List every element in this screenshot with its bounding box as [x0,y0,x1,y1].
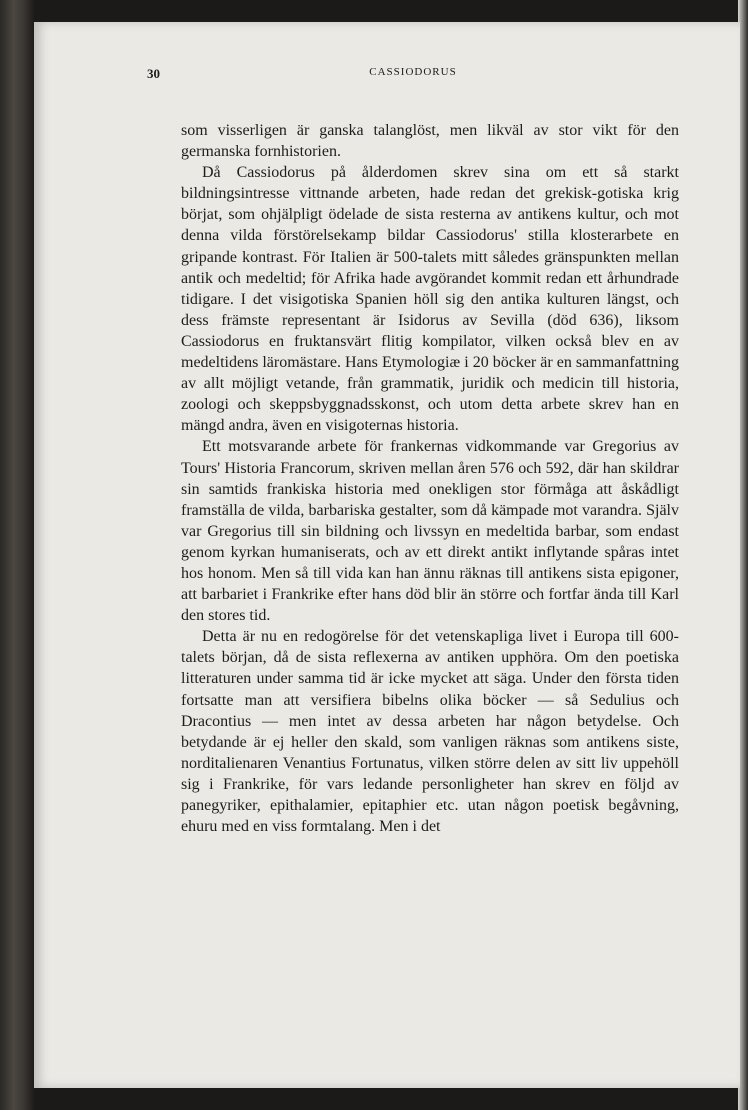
paragraph: som visserligen är ganska talanglöst, men likväl av stor vikt för den germanska fornhistorien. [181,122,679,161]
book-spine [0,0,34,1110]
body-text [181,120,679,837]
paragraph: Då Cassiodorus på ålderdomen skrev sina om ett så starkt bildningsintresse vittnande arbeten, hade redan det grekisk-gotiska krig börjat, som ohjälpligt ödelade de sista resterna av antikens kultur, och mot denna vilda förstörelsekamp bildar Cassiodorus' stilla klosterarbete en gripande kontrast. För Italien är 500-talets mitt således gränspunkten mellan antik och medeltid; för Afrika hade avgörandet kommit redan ett århundrade tidigare. I det visigotiska Spanien höll sig den antika kulturen längst, och dess främste representant är Isidorus av Sevilla (död 636), liksom Cassiodorus en fruktansvärt flitig kompilator, vilken också blev en av medeltidens läromästare. Hans Etymologiæ i 20 böcker är en sammanfattning av allt möjligt vetande, från grammatik, juridik och medicin till historia, zoologi och skeppsbyggnadsskonst, och utom detta arbete skrev han en mängd andra, även en visigoternas historia. [181,164,679,435]
paragraph: Ett motsvarande arbete för frankernas vidkommande var Gregorius av Tours' Historia Francorum, skriven mellan åren 576 och 592, där han skildrar sin samtids frankiska historia med onekligen stor förmåga att åskådligt framställa de vilda, barbariska gestalter, som då kämpade mot varandra. Själv var Gregorius till sin bildning och livssyn en medeltida barbar, som endast genom kyrkan humaniserats, och av ett direkt antikt inflytande spåras intet hos honom. Men så till vida kan han ännu räknas till antikens sista epigoner, att barbariet i Frankrike efter hans död blir än större och fortfar ända till Karl den stores tid. [181,438,679,625]
page-number: 30 [147,66,160,81]
running-title: CASSIODORUS [369,66,457,78]
paragraph: Detta är nu en redogörelse för det vetenskapliga livet i Europa till 600-talets början, då de sista reflexerna av antiken upphöra. Om den poetiska litteraturen under samma tid är icke mycket att säga. Under den första tiden fortsatte man att versifiera bibelns olika böcker — så Sedulius och Dracontius — men intet av dessa arbeten har någon betydelse. Och betydande är ej heller den skald, som vanligen räknas som antikens siste, norditalienaren Venantius Fortunatus, vilken större delen av sitt liv uppehöll sig i Frankrike, för vars ledande personligheter han skrev en följd av panegyriker, epithalamier, epitaphier etc. utan någon poetisk begåvning, ehuru med en viss formtalang. Men i det [181,628,679,836]
page-header [147,66,679,86]
